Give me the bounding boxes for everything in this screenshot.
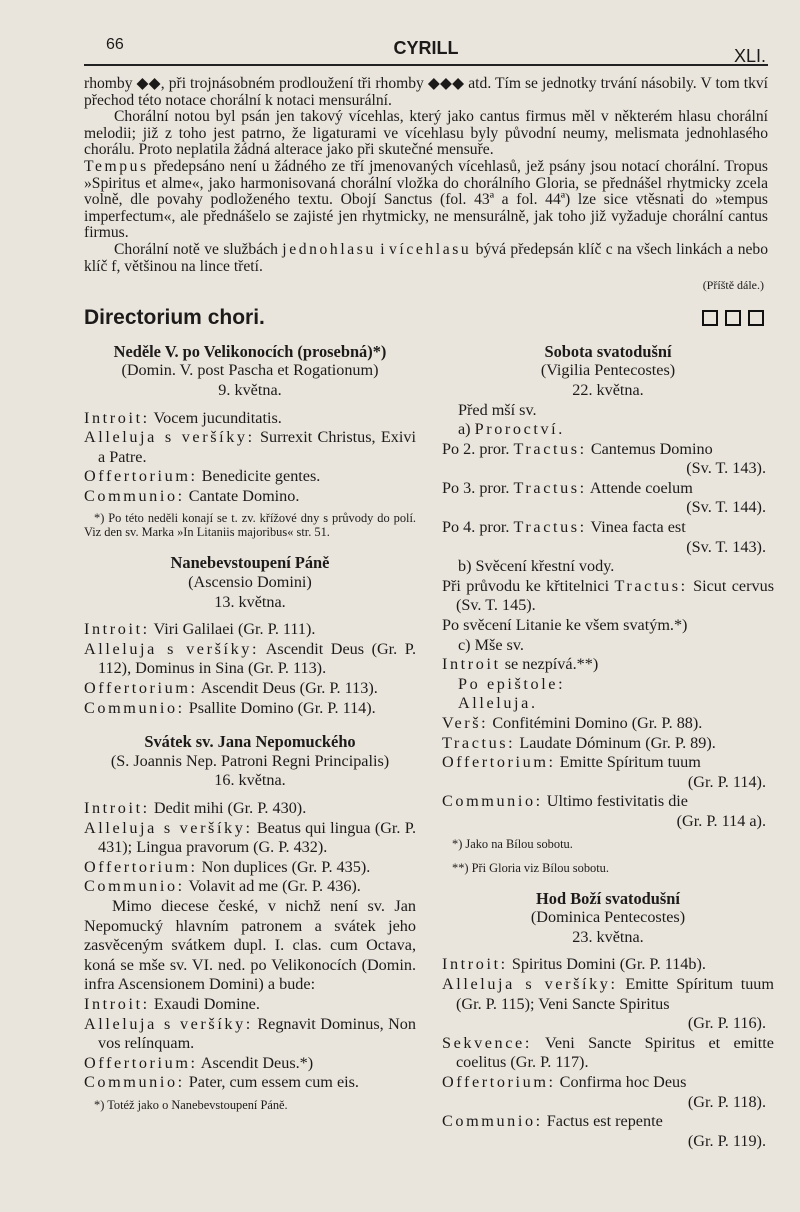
chant-label: Tractus: [614,576,688,595]
paragraph-text: Chorální notě ve službách [114,240,278,258]
chant-text: Po svěcení Litanie ke všem svatým.*) [442,616,688,635]
feast-subtitle: (Domin. V. post Pascha et Rogationum) [121,361,379,380]
feast-subtitle: (Vigilia Pentecostes) [540,361,676,380]
chant-text: Ascendit Deus (Gr. P. 113). [197,679,378,698]
chant-text: se nezpívá.**) [500,655,599,674]
chant-text: Vinea facta est [586,518,686,537]
spacer [84,612,416,620]
chant-text: Cantate Domino. [184,486,300,505]
paragraph: Chorální notou byl psán jen takový vícehlas, který jako cantus firmus měl v některém hlasu chorální melodii; již z toho jest patrno, že ligaturami ve vícehlasu byly původní neumy, melismata jednohlasého chorálu. Proto neplatila žádná alterace jako při skutečné mensuře. [84,108,768,159]
chant-text: Exaudi Domine. [149,994,260,1013]
feast-subtitle: 13. května. [214,592,286,611]
running-header [84,34,768,66]
feast-heading: Neděle V. po Velikonocích (prosebná)*) [113,341,387,361]
chant-label: Alleluja. [458,694,538,713]
chant-label: Offertorium: [442,1072,556,1091]
chant-text: Beatus qui lingua (Gr. P. 431); Lingua pravorum (G. P. 432). [98,818,416,857]
paragraph [84,242,768,275]
liturgy-entry [84,409,416,429]
chant-text: Confirma hoc Deus [555,1072,687,1091]
feast-heading: Svátek sv. Jana Nepomuckého [144,732,356,752]
spacer [84,401,416,409]
liturgy-entry [84,995,416,1015]
liturgy-entry [442,655,774,675]
chant-text: Non duplices (Gr. P. 435). [197,857,371,876]
left-column [84,342,416,1122]
chant-text: c) Mše sv. [458,635,524,654]
liturgy-entry [84,1073,416,1093]
spaced-term: Tempus [84,157,149,175]
chant-text: Cantemus Domino [586,439,713,458]
feast-heading: Hod Boží svatodušní [536,888,680,908]
chant-text: Confitémini Domino (Gr. P. 88). [488,714,703,732]
chant-label: Sekvence: [442,1033,532,1052]
article-continuation [84,76,768,294]
liturgy-entry [442,694,774,714]
chant-label: Offertorium: [84,679,198,698]
gradual-reference: (Sv. T. 144). [686,498,766,517]
liturgy-entry [442,440,774,460]
footnote: **) Při Gloria viz Bílou sobotu. [452,860,609,875]
entry-prefix: Při průvodu ke křtitelnici [442,576,615,595]
feast-subtitle: 16. května. [214,771,286,790]
liturgy-entry [442,675,774,695]
gradual-reference: (Gr. P. 118). [687,1092,766,1111]
chant-text: Ultimo festivitatis die [542,792,688,811]
chant-label: Tractus: [442,733,516,752]
gradual-reference: (Sv. T. 143). [686,537,766,556]
journal-page [84,0,774,1171]
liturgy-entry [442,616,774,636]
paragraph-text: bývá předepsán klíč c na všech linkách a nebo klíč f, většinou na lince třetí. [84,240,769,275]
liturgy-entry [84,877,416,897]
chant-text: Emitte Spíritum tuum [555,753,701,772]
liturgy-entry [84,487,416,507]
chant-text: Factus est repente [542,1112,663,1131]
liturgy-entry [442,557,774,577]
chant-label: Communio: [84,486,185,505]
chant-text: Regnavit Dominus, Non vos relínquam. [98,1014,416,1053]
footnote: *) Po této neděli konají se t. zv. křížové dny s průvody do polí. Viz den sv. Marka »In Litaniis majoribus« str. 51. [84,511,416,540]
liturgy-entry [84,467,416,487]
entry-prefix: Po 3. pror. [442,478,514,497]
feast-subtitle: 23. května. [572,927,644,946]
spacer [442,947,774,955]
chant-text: Viri Galilaei (Gr. P. 111). [149,620,316,639]
continued-note: (Příště dále.) [702,278,764,293]
chant-label: Offertorium: [84,467,198,486]
section-header [84,306,768,338]
chant-label: Alleluja s veršíky: [84,639,260,658]
page-number: 66 [106,36,124,53]
paragraph-text: i [380,240,385,258]
chant-label: Alleluja s veršíky: [442,974,618,993]
gradual-reference: (Gr. P. 114 a). [676,811,766,830]
liturgy-entry [442,753,774,773]
entry-prefix: a) [458,420,475,439]
chant-text: Spiritus Domini (Gr. P. 114b). [507,955,706,974]
chant-text: Surrexit Christus, Exivi a Patre. [98,428,416,466]
paragraph: rhomby ◆◆, při trojnásobném prodloužení tři rhomby ◆◆◆ atd. Tím se jednotky trvání násobily. V tom tkví přechod této notace chorální k notaci mensurální. [84,75,768,109]
entry-prefix: Po 2. pror. [442,439,514,458]
chant-text: Ascendit Deus.*) [197,1053,314,1072]
liturgy-entry [442,401,774,421]
chant-label: Communio: [442,1112,543,1131]
gradual-reference: (Gr. P. 116). [687,1014,766,1033]
chant-label: Tractus: [513,518,587,537]
chant-label: Introit: [442,955,508,974]
footnote: *) Jako na Bílou sobotu. [452,836,573,851]
liturgy-entry [84,640,416,679]
chant-label: Tractus: [513,478,587,497]
liturgy-entry [84,819,416,858]
chant-text: Volavit ad me (Gr. P. 436). [184,877,361,896]
liturgy-entry [442,479,774,499]
chant-label: Alleluja s veršíky: [84,818,253,837]
chant-text: Pater, cum essem cum eis. [184,1073,359,1092]
chant-text: Attende coelum [586,478,693,497]
chant-text: Emitte Spíritum tuum (Gr. P. 115); Veni Sancte Spiritus [456,974,774,1013]
feast-subtitle: (Ascensio Domini) [188,573,312,592]
right-column [442,342,774,1152]
volume-number: XLI. [733,46,766,66]
liturgy-entry [84,620,416,640]
footnote: *) Totéž jako o Nanebevstoupení Páně. [94,1097,288,1112]
liturgy-entry [84,799,416,819]
liturgy-entry [442,1112,774,1132]
spacer [84,791,416,799]
liturgy-entry [84,1054,416,1074]
feast-heading: Nanebevstoupení Páně [170,553,330,573]
liturgy-entry [84,679,416,699]
feast-subtitle: 22. května. [572,380,644,399]
chant-label: Alleluja s veršíky: [84,428,255,447]
chant-label: Communio: [84,698,185,717]
chant-label: Offertorium: [442,753,556,772]
chant-text: Dedit mihi (Gr. P. 430). [149,799,307,817]
paragraph-text: předepsáno není u žádného ze tří jmenovaných vícehlasů, jež psány jsou notací chorální. Tropus »Spiritus et alme«, jako harmonisovaná chorální vložka do chorálního Gloria, se přednášel rhytmicky zcela volně, dle povahy podloženého textu. Obojí Sanctus (fol. 43ª a fol. 44ª) lze sice vtěsnati do »tempus imperfectum«, ale přednášelo se zajisté jen rhytmicky, ne mensurálně, jak toho již vyžaduje chorální cantus firmus. [84,157,768,242]
liturgy-entry [442,714,774,734]
liturgy-entry [442,1073,774,1093]
liturgy-entry [442,792,774,812]
liturgy-entry [84,699,416,719]
chant-label: Communio: [442,792,543,811]
liturgy-entry [442,636,774,656]
liturgy-entry [442,577,774,616]
liturgy-entry [442,420,774,440]
liturgy-entry [84,1015,416,1054]
chant-label: Introit: [84,799,150,817]
feast-subtitle: (Dominica Pentecostes) [530,908,686,927]
liturgy-entry [442,1034,774,1073]
chant-label: Offertorium: [84,1053,198,1072]
chant-text: Veni Sancte Spiritus et emitte coelitus (Gr. P. 117). [456,1033,774,1072]
journal-title: CYRILL [393,38,459,58]
chant-label: Tractus: [513,439,587,458]
liturgy-entry [442,975,774,1014]
chant-text: Laudate Dóminum (Gr. P. 89). [515,733,716,752]
feast-subtitle: (S. Joannis Nep. Patroni Regni Principalis) [110,751,390,770]
chant-label: Introit: [84,994,150,1013]
chant-text: Psallite Domino (Gr. P. 114). [184,698,376,717]
chant-label: Verš: [442,714,489,732]
entry-prefix: Po 4. pror. [442,518,514,537]
chant-label: Communio: [84,1073,185,1092]
liturgy-entry [442,734,774,754]
chant-label: Proroctví. [474,420,565,439]
paragraph [84,159,768,242]
liturgy-entry [442,955,774,975]
chant-label: Alleluja s veršíky: [84,1014,253,1033]
chant-label: Offertorium: [84,857,198,876]
three-squares-icon [702,310,764,326]
spaced-term: vícehlasu [389,240,472,258]
liturgy-entry [84,428,416,467]
chant-text: Vocem jucunditatis. [149,408,282,427]
chant-label: Introit: [84,408,150,427]
chant-text: Sicut cervus (Sv. T. 145). [456,576,774,615]
chant-text: b) Svěcení křestní vody. [458,557,615,576]
gradual-reference: (Gr. P. 119). [687,1131,766,1150]
gradual-reference: (Sv. T. 143). [686,459,766,478]
section-title: Directorium chori. [84,305,265,329]
chant-label: Communio: [84,877,185,896]
chant-label: Introit [442,655,501,674]
feast-heading: Sobota svatodušní [544,341,672,361]
liturgy-entry [442,518,774,538]
chant-label: Po epištole: [458,674,566,693]
feast-subtitle: 9. května. [218,380,282,399]
rubric-paragraph: Mimo diecese české, v nichž není sv. Jan Nepomucký hlavním patronem a svátek jeho zasvěceným svátkem dupl. I. clas. cum Octava, koná se mše sv. VI. ned. po Velikonocích (Domin. infra Ascensionem Domini) a bude: [84,896,416,994]
chant-label: Introit: [84,620,150,639]
chant-text: Benedicite gentes. [197,467,321,486]
chant-text: Ascendit Deus (Gr. P. 112), Dominus in Sina (Gr. P. 113). [98,639,416,678]
gradual-reference: (Gr. P. 114). [687,772,766,791]
liturgy-entry [84,858,416,878]
spaced-term: jednohlasu [282,240,376,258]
chant-text: Před mší sv. [458,400,537,419]
two-column-layout [84,342,774,1152]
